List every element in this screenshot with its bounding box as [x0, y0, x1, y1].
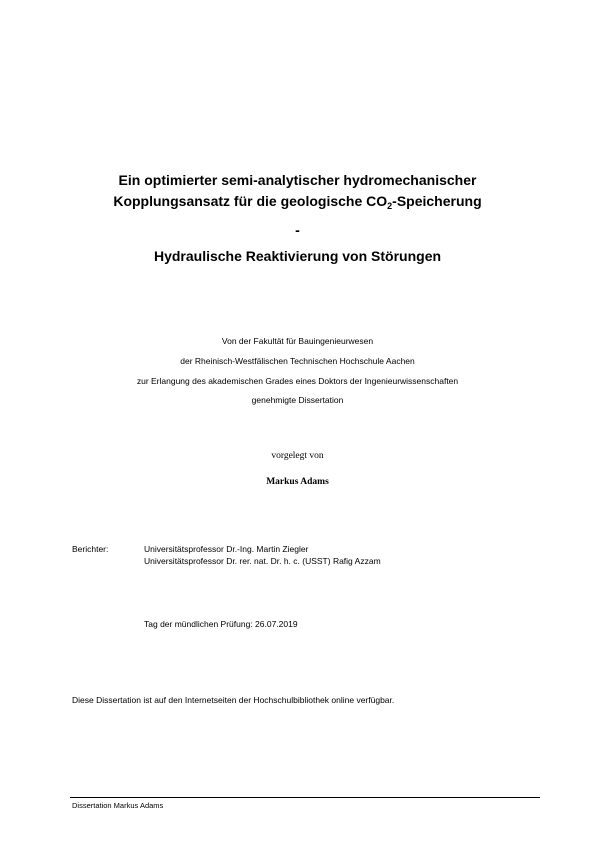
faculty-line-1: Von der Fakultät für Bauingenieurwesen: [221, 336, 374, 346]
title-separator-text: -: [295, 222, 300, 238]
title-line-2: [0, 191, 595, 211]
co2-subscript: 2: [387, 201, 393, 211]
reviewers-label: Berichter:: [72, 544, 109, 554]
title-line-2-suffix: -Speicherung: [392, 193, 482, 209]
faculty-line-4: genehmigte Dissertation: [251, 395, 344, 405]
author-name: Markus Adams: [266, 477, 329, 487]
title-line-1: [0, 170, 595, 190]
title-separator: [0, 220, 595, 240]
title-line-2-prefix: Kopplungsansatz für die geologische CO: [113, 193, 388, 209]
reviewer-2: Universitätsprofessor Dr. rer. nat. Dr. h. c. (USST) Rafig Azzam: [144, 556, 381, 566]
footer-text: Dissertation Markus Adams: [72, 801, 164, 810]
reviewer-1: Universitätsprofessor Dr.-Ing. Martin Ziegler: [144, 544, 309, 554]
footer-divider: [70, 797, 540, 798]
title-line-3-text: Hydraulische Reaktivierung von Störungen: [153, 248, 442, 264]
title-line-3: [0, 246, 595, 266]
faculty-line-2: der Rheinisch-Westfälischen Technischen Hochschule Aachen: [180, 356, 415, 366]
faculty-line-3: zur Erlangung des akademischen Grades eines Doktors der Ingenieurwissenschaften: [136, 376, 459, 386]
online-availability-note: Diese Dissertation ist auf den Internetseiten der Hochschulbibliothek online verfügbar.: [72, 695, 395, 705]
title-line-1-text: Ein optimierter semi-analytischer hydromechanischer: [118, 172, 477, 188]
exam-date: Tag der mündlichen Prüfung: 26.07.2019: [144, 619, 298, 629]
presented-by: vorgelegt von: [271, 451, 324, 461]
title-line-2-text: [0, 191, 595, 211]
